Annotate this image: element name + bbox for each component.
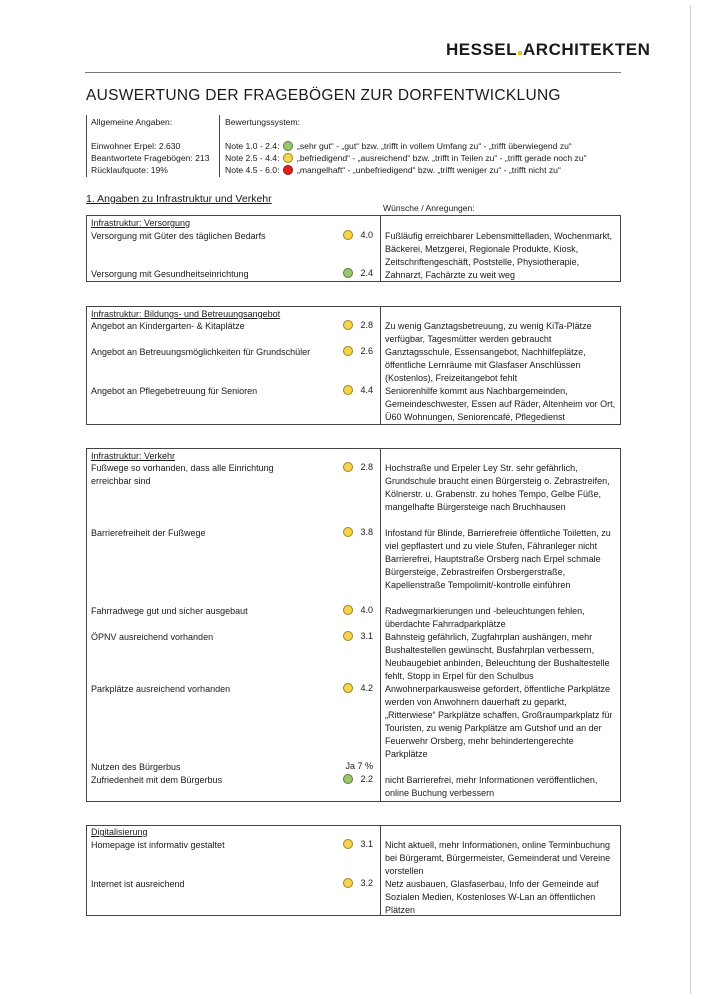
- rating-text-3: „mangelhaft“ - „unbefriedigend“ bzw. „trifft weniger zu“ - „trifft nicht zu“: [297, 165, 561, 175]
- rating-label: Bewertungssystem:: [225, 117, 300, 127]
- block-comment: Fußläufig erreichbarer Lebensmittelladen, Wochenmarkt, Bäckerei, Metzgerei, Regionale Produkte, Kiosk, Zeitschriftengeschäft, Poststelle, Physiotherapie, Zahnarzt, Fachärzte zu weit weg: [385, 231, 612, 280]
- item-label-continued: erreichbar sind: [91, 476, 151, 486]
- rating-text-2: „befriedigend“ - „ausreichend“ bzw. „trifft in Teilen zu“ - „trifft gerade noch zu“: [297, 153, 587, 163]
- green-rating-icon: [283, 141, 293, 151]
- item-score: 4.0: [360, 230, 373, 240]
- item-label: Internet ist ausreichend: [91, 879, 185, 889]
- block-heading: Infrastruktur: Verkehr: [91, 451, 176, 461]
- general-responses: Beantwortete Fragebögen: 213: [91, 153, 210, 163]
- block-heading: Infrastruktur: Bildungs- und Betreuungsangebot: [91, 309, 281, 319]
- item-label: Nutzen des Bürgerbus: [91, 762, 181, 772]
- item-label: Fußwege so vorhanden, dass alle Einrichtung: [91, 463, 274, 473]
- item-label: Angebot an Betreuungsmöglichkeiten für Grundschüler: [91, 347, 311, 357]
- item-label: Fahrradwege gut und sicher ausgebaut: [91, 606, 248, 616]
- page-edge-line: [690, 5, 691, 994]
- general-residents: Einwohner Erpel: 2.630: [91, 141, 181, 151]
- company-logo: [446, 40, 650, 60]
- wishes-label: Wünsche / Anregungen:: [383, 203, 475, 213]
- logo-text-right: ARCHITEKTEN: [523, 40, 651, 59]
- item-score: 2.2: [360, 774, 373, 784]
- item-comment: Netz ausbauen, Glasfaserbau, Info der Gemeinde auf Sozialen Medien, Kostenloses W-Lan an öffentlichen Plätzen: [385, 879, 599, 915]
- item-label: Barrierefreiheit der Fußwege: [91, 528, 206, 538]
- item-score: 3.1: [360, 839, 373, 849]
- item-score: 4.4: [360, 385, 373, 395]
- item-label: Angebot an Pflegebetreuung für Senioren: [91, 386, 258, 396]
- item-score: Ja 7 %: [345, 761, 373, 771]
- block-divider: [380, 307, 381, 424]
- item-score: 2.8: [360, 462, 373, 472]
- item-score: 4.0: [360, 605, 373, 615]
- item-comment: Bahnsteig gefährlich, Zugfahrplan aushängen, mehr Bushaltestellen gewünscht, Busfahrplan verbessern, Neubaugebiet anbinden, Beleuchtung der Bushaltestelle fehlt, Stopp in Erpel für den Schulbus: [385, 632, 610, 681]
- item-score: 2.4: [360, 268, 373, 278]
- item-label: ÖPNV ausreichend vorhanden: [91, 632, 214, 642]
- section-title: 1. Angaben zu Infrastruktur und Verkehr: [86, 193, 272, 205]
- yellow-rating-icon: [283, 153, 293, 163]
- item-comment: nicht Barrierefrei, mehr Informationen veröffentlichen, online Buchung verbessern: [385, 775, 598, 798]
- item-label: Versorgung mit Güter des täglichen Bedarfs: [91, 231, 266, 241]
- rating-range-3: Note 4.5 - 6.0:: [225, 165, 280, 175]
- item-comment: Infostand für Blinde, Barrierefreie öffentliche Toiletten, zu viel gepflastert und zu viele Stufen, Fähranleger nicht Barrierefrei, Hauptstraße Orsberg nach Erpel schmale Bürgersteige, Zebrastreifen Orsbergerstraße, Kapellenstraße Tempolimit/-kontrolle einführen: [385, 528, 611, 590]
- block-divider: [380, 449, 381, 801]
- block-comment: Zu wenig Ganztagsbetreuung, zu wenig KiTa-Plätze verfügbar, Tagesmütter werden gebraucht: [385, 321, 592, 344]
- block-divider: [380, 826, 381, 915]
- intro-left-border: [86, 115, 87, 177]
- item-comment: Radwegmarkierungen und -beleuchtungen fehlen, überdachte Fahrradparkplätze: [385, 606, 585, 629]
- block-comment: Seniorenhilfe kommt aus Nachbargemeinden, Gemeindeschwester, Essen auf Räder, Altenheim vor Ort, Ü60 Wohnungen, Seniorencafé, Pflegedienst: [385, 386, 616, 422]
- item-label: Homepage ist informativ gestaltet: [91, 840, 225, 850]
- rating-range-2: Note 2.5 - 4.4:: [225, 153, 280, 163]
- item-label: Parkplätze ausreichend vorhanden: [91, 684, 231, 694]
- item-score: 3.2: [360, 878, 373, 888]
- item-score: 3.1: [360, 631, 373, 641]
- item-label: Versorgung mit Gesundheitseinrichtung: [91, 269, 249, 279]
- block-heading: Digitalisierung: [91, 827, 148, 837]
- block-heading: Infrastruktur: Versorgung: [91, 218, 191, 228]
- logo-text-left: HESSEL: [446, 40, 518, 59]
- block-divider: [380, 216, 381, 281]
- block-comment: Ganztagsschule, Essensangebot, Nachhilfeplätze, öffentliche Lernräume mit Glasfaser Anschlüssen (Kostenlos), Freizeitangebot fehlt: [385, 347, 586, 383]
- item-comment: Nicht aktuell, mehr Informationen, online Terminbuchung bei Bürgeramt, Bürgermeister, Gemeinderat und Vereine vorstellen: [385, 840, 611, 876]
- page-title: AUSWERTUNG DER FRAGEBÖGEN ZUR DORFENTWICKLUNG: [86, 87, 561, 104]
- item-comment: Hochstraße und Erpeler Ley Str. sehr gefährlich, Grundschule braucht einen Bürgersteig o. Zebrastreifen, Kölnerstr. u. Grabenstr. zu hohes Tempo, Gelbe Füße, mangelhafte Bürgersteige nach Bruchhausen: [385, 463, 610, 512]
- intro-divider: [219, 115, 220, 177]
- item-score: 2.8: [360, 320, 373, 330]
- item-label: Zufriedenheit mit dem Bürgerbus: [91, 775, 223, 785]
- rating-range-1: Note 1.0 - 2.4:: [225, 141, 280, 151]
- item-score: 2.6: [360, 346, 373, 356]
- item-score: 3.8: [360, 527, 373, 537]
- item-comment: Anwohnerparkausweise gefordert, öffentliche Parkplätze werden von Anwohnern dauerhaft zu geparkt, „Ritterwiese“ Parkplätze schaffen, Großraumparkplatz für Touristen, zu wenig Parkplätze am Gutshof und an der Feuerwehr Orsberg, mehr behindertengerechte Parkplätze: [385, 684, 613, 759]
- header-rule: [85, 72, 621, 73]
- rating-text-1: „sehr gut“ - „gut“ bzw. „trifft in vollem Umfang zu“ - „trifft überwiegend zu“: [297, 141, 572, 151]
- item-label: Angebot an Kindergarten- & Kitaplätze: [91, 321, 245, 331]
- item-score: 4.2: [360, 683, 373, 693]
- general-label: Allgemeine Angaben:: [91, 117, 173, 127]
- intro-panel: [86, 115, 622, 177]
- red-rating-icon: [283, 165, 293, 175]
- general-return-rate: Rücklaufquote: 19%: [91, 165, 168, 175]
- logo-dot: [518, 51, 522, 55]
